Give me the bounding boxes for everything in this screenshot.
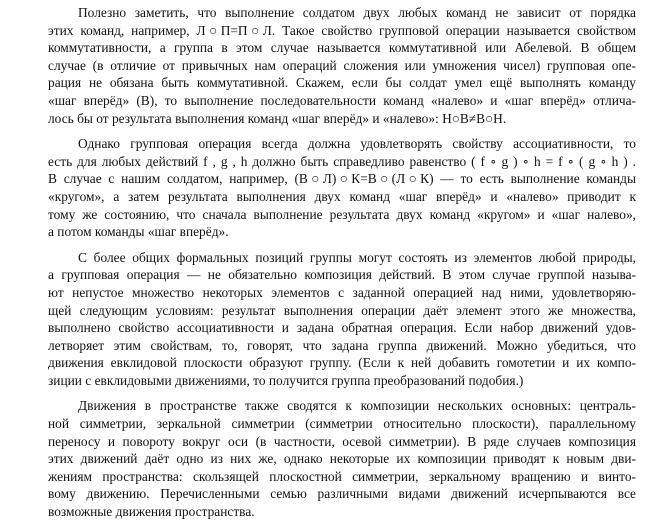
text-line: С более общих формальных позиций группы могут состоять из элементов любой природы, — [78, 249, 636, 265]
paragraph-commutativity — [18, 4, 636, 127]
text-line: движения евклидовой плоскости образуют группу. (Если к ней добавить гомотетии и их компо- — [48, 355, 636, 371]
text-line: лось бы от результата выполнения команд «шаг вперёд» и «налево»: Н○В≠В○Н. — [48, 110, 507, 126]
text-line: зиции с евклидовыми движениями, то получится группа преобразований подобия.) — [48, 372, 524, 388]
text-line: летворяет этим свойствам, то, говорят, что задана группа движений. Можно убедиться, что — [48, 337, 636, 353]
text-line: этих команд, например, Л○П=П○Л. Такое свойство групповой операции называется свойством — [48, 22, 636, 38]
text-line: переносу и повороту вокруг оси (в частности, осевой симметрии). В ряде случаев композиция — [48, 433, 636, 449]
text-line: возможные движения пространства. — [48, 504, 255, 520]
text-line: коммутативности, а группа в этом случае называется коммутативной или Абелевой. В общем — [48, 40, 636, 56]
text-line: ют непустое множество некоторых элементов с заданной операцией над ними, удовлетворяю- — [48, 284, 636, 300]
text-line: Однако групповая операция всегда должна удовлетворять свойству ассоциативности, то — [78, 136, 636, 152]
text-line: щей следующим условиям: результат выполнения операции даёт элемент этого же множества, — [48, 302, 636, 318]
paragraph-associativity — [18, 135, 636, 241]
text-line: этих движений даёт одно из них же, однако некоторые их композиции приводят к новым дви- — [48, 451, 636, 467]
text-line: «шаг вперёд» (В), то выполнение последовательности команд «налево» и «шаг вперёд» отлича- — [48, 92, 636, 108]
paragraph-general-groups — [18, 249, 636, 390]
text-line: ной симметрии, зеркальной симметрии (симметрии относительно плоскости), параллельному — [48, 416, 636, 432]
text-line: рация не обязана быть коммутативной. Скажем, если бы солдат умел ещё выполнять команду — [48, 75, 636, 91]
text-line: Полезно заметить, что выполнение солдатом двух любых команд не зависит от порядка — [78, 5, 636, 20]
text-line: вому движению. Перечисленными семью различными видами движений исчерпываются все — [48, 486, 636, 502]
text-line: Движения в пространстве также сводятся к композиции нескольких основных: централь- — [78, 398, 636, 414]
text-line: «кругом», а затем результата выполнения двух команд «шаг вперёд» и «налево» приводит к — [48, 188, 636, 204]
text-line-formula: есть для любых действий f , g , h должно быть справедливо равенство ( f ∘ g ) ∘ h = f ∘ ( g ∘ h ) . — [48, 153, 636, 169]
text-line: тому же состоянию, что сначала выполнение результата двух команд «кругом» и «шаг налево», — [48, 206, 636, 222]
text-line: жениям пространства: скользящей плоскостной симметрии, зеркальному вращению и винто- — [48, 468, 636, 484]
text-line: а групповая операция — не обязательно композиция действий. В этом случае группой называ- — [48, 267, 636, 283]
text-line: выполнено свойство ассоциативности и задана обратная операция. Если набор движений удов- — [48, 320, 636, 336]
text-line: случае (в отличие от привычных нам операций сложения или умножения чисел) групповая опе- — [48, 57, 636, 73]
text-line: а потом команды «шаг вперёд». — [48, 224, 229, 240]
paragraph-space-motions — [18, 397, 636, 520]
text-line: В случае с нашим солдатом, например, (В○Л)○К=В○(Л○К) — то есть выполнение команды — [48, 171, 636, 187]
